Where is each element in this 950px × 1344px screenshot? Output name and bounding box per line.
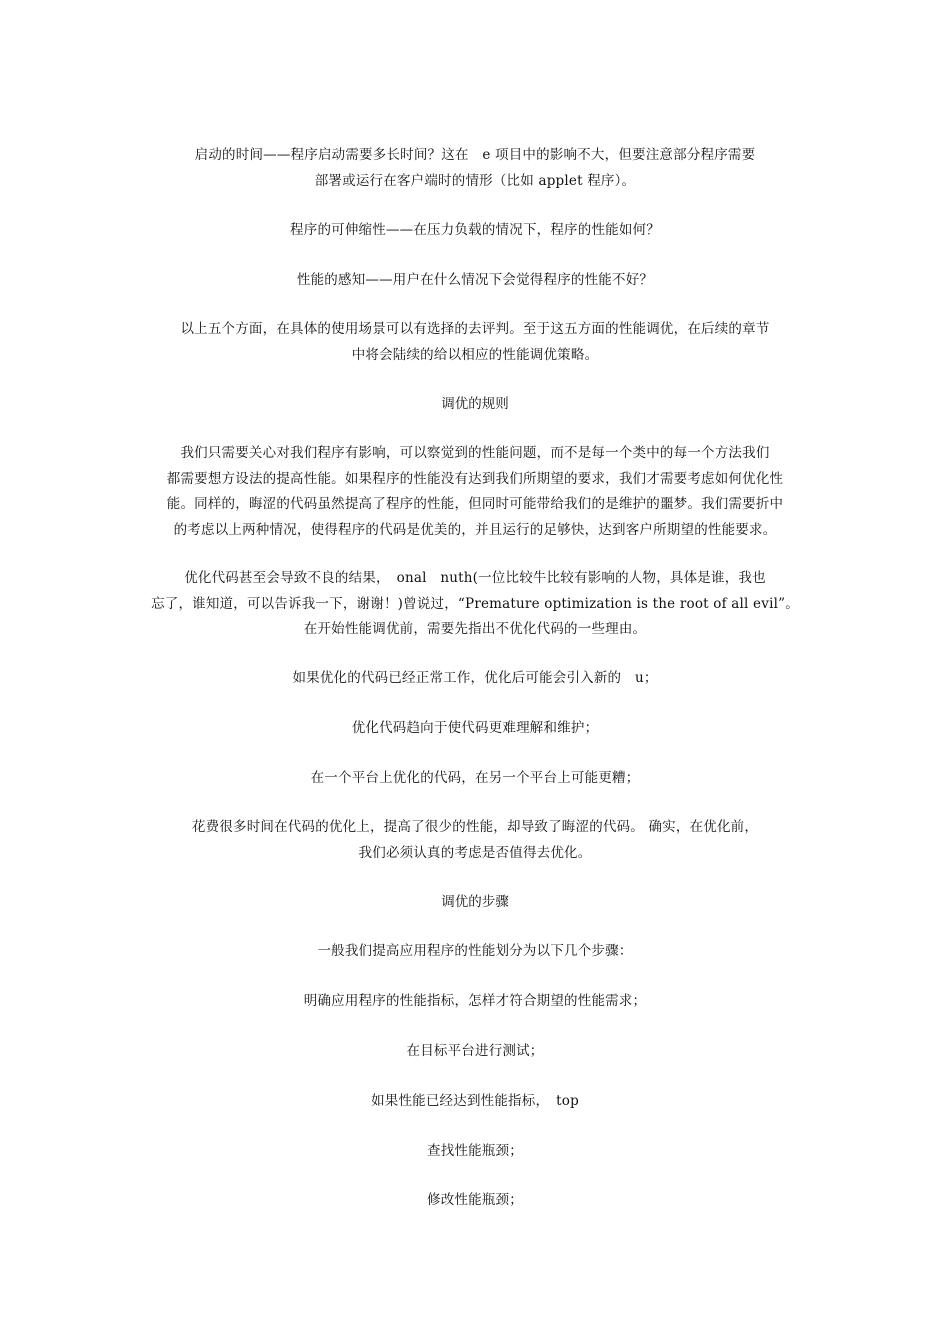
text-line: 优化代码甚至会导致不良的结果， onal nuth(一位比较牛比较有影响的人物，具体是谁，我也 (184, 570, 766, 586)
list-item-step (150, 1139, 800, 1165)
text-line: 的考虑以上两种情况，使得程序的代码是优美的，并且运行的足够快，达到客户所期望的性能要求。 (173, 521, 777, 538)
list-item-reason (150, 815, 800, 866)
list-item-reason (150, 766, 800, 792)
text-line: 启动的时间——程序启动需要多长时间？这在 e 项目中的影响不大，但要注意部分程序需要 (194, 147, 756, 163)
text-line: 中将会陆续的给以相应的性能调优策略。 (351, 346, 599, 363)
paragraph-startup-time (150, 143, 800, 194)
heading-text: 调优的规则 (441, 396, 509, 412)
text-line: 明确应用程序的性能指标，怎样才符合期望的性能需求； (303, 993, 647, 1009)
text-line: 修改性能瓶颈； (427, 1192, 523, 1208)
paragraph-steps-intro (150, 939, 800, 965)
text-line: 在开始性能调优前，需要先指出不优化代码的一些理由。 (303, 621, 647, 637)
text-line: 在目标平台进行测试； (406, 1043, 544, 1059)
text-line: 如果性能已经达到性能指标， top (371, 1093, 579, 1109)
heading-text: 调优的步骤 (441, 894, 509, 910)
list-item-step (150, 1188, 800, 1214)
text-line: 能。同样的，晦涩的代码虽然提高了程序的性能，但同时可能带给我们的是维护的噩梦。我们需要折中 (166, 496, 784, 512)
paragraph-rules-body (150, 441, 800, 543)
list-item-reason (150, 716, 800, 742)
list-item-step (150, 1039, 800, 1065)
list-item-step (150, 989, 800, 1015)
text-line: 忘了，谁知道，可以告诉我一下，谢谢！)曾说过，“Premature optimization is the root of all evil”。 (151, 595, 799, 612)
text-line: 如果优化的代码已经正常工作，优化后可能会引入新的 u； (292, 670, 658, 686)
text-line: 以上五个方面，在具体的使用场景可以有选择的去评判。至于这五方面的性能调优，在后续的章节 (180, 321, 770, 337)
text-line: 在一个平台上优化的代码，在另一个平台上可能更糟； (310, 770, 640, 786)
list-item-step (150, 1089, 800, 1115)
text-line: 都需要想方设法的提高性能。如果程序的性能没有达到我们所期望的要求，我们才需要考虑如何优化性 (166, 470, 784, 487)
text-line: 我们必须认真的考虑是否值得去优化。 (358, 844, 592, 861)
paragraph-scalability (150, 218, 800, 244)
section-heading-rules (150, 392, 800, 417)
section-heading-steps (150, 890, 800, 915)
paragraph-perception (150, 268, 800, 294)
text-line: 花费很多时间在代码的优化上，提高了很少的性能，却导致了晦涩的代码。 确实，在优化前， (191, 819, 759, 835)
text-line: 优化代码趋向于使代码更难理解和维护； (351, 720, 599, 736)
text-line: 一般我们提高应用程序的性能划分为以下几个步骤： (317, 943, 633, 959)
text-line: 我们只需要关心对我们程序有影响，可以察觉到的性能问题，而不是每一个类中的每一个方法我们 (180, 445, 770, 461)
text-line: 程序的可伸缩性——在压力负载的情况下，程序的性能如何？ (290, 222, 660, 238)
text-line: 部署或运行在客户端时的情形（比如 applet 程序）。 (314, 172, 636, 189)
list-item-reason (150, 666, 800, 692)
paragraph-knuth-quote (150, 566, 800, 643)
text-line: 性能的感知——用户在什么情况下会觉得程序的性能不好？ (296, 272, 654, 288)
text-line: 查找性能瓶颈； (427, 1143, 523, 1159)
paragraph-summary (150, 317, 800, 368)
